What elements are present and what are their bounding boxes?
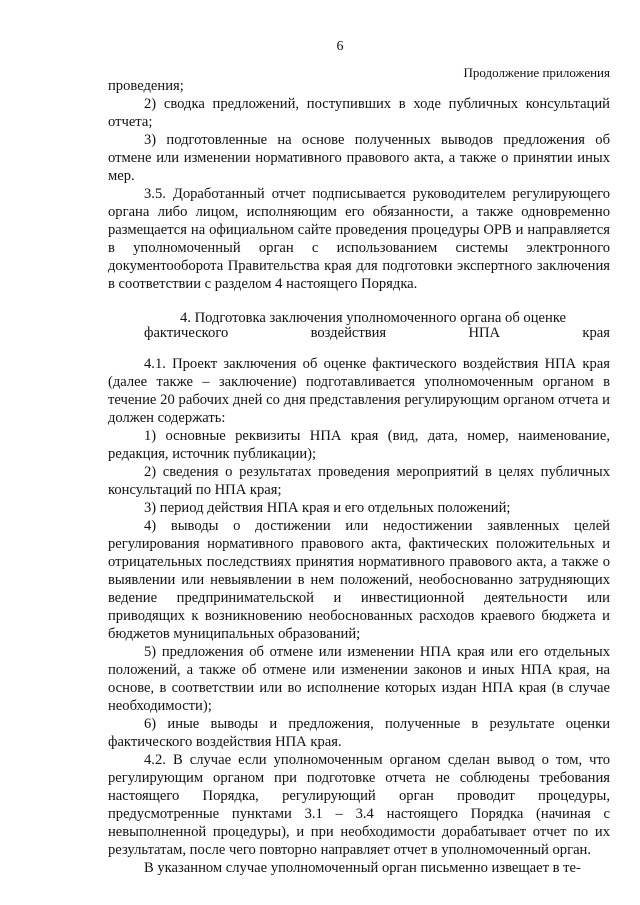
paragraph-3-5: 3.5. Доработанный отчет подписывается руководителем регулирующего органа либо лицом, исполняющим его обязанности, а также одновременно размещается на официальном сайте проведения процедуры ОРВ и направляется в уполномоченный орган с использованием системы электронного документооборота Правительства края для подготовки экспертного заключения в соответствии с разделом 4 настоящего Порядка. [108, 186, 610, 292]
continuation-label: Продолжение приложения [463, 65, 610, 80]
list-item-3: 3) период действия НПА края и его отдельных положений; [144, 500, 511, 516]
list-item-4: 4) выводы о достижении или недостижении заявленных целей регулирования нормативного правового акта, фактических положительных и отрицательных последствиях принятия нормативного правового акта, а также о выявлении или невыявлении в нем положений, необоснованно затрудняющих ведение предпринимательской и инвестиционной деятельности или приводящих к возникновению необоснованных расходов краевого бюджета и бюджетов муниципальных образований; [108, 518, 610, 642]
list-item-5: 5) предложения об отмене или изменении НПА края или его отдельных положений, а также об отмене или изменении законов и иных НПА края, на основе, в соответствии или во исполнение которых издан НПА края (в случае необходимости); [108, 644, 610, 714]
paragraph-start: проведения; [108, 78, 184, 94]
list-item-6: 6) иные выводы и предложения, полученные в результате оценки фактического воздействия НПА края. [108, 716, 610, 750]
list-item-2: 2) сведения о результатах проведения мероприятий в целях публичных консультаций по НПА края; [108, 464, 610, 498]
list-item-1: 1) основные реквизиты НПА края (вид, дата, номер, наименование, редакция, источник публикации); [108, 428, 610, 462]
paragraph-4-1: 4.1. Проект заключения об оценке фактического воздействия НПА края (далее также – заключение) подготавливается уполномоченным органом в течение 20 рабочих дней со дня представления регулирующим органом отчета и должен содержать: [108, 356, 610, 426]
section-4-title: 4. Подготовка заключения уполномоченного органа об оценке фактического воздействия НПА края [144, 310, 610, 341]
paragraph-item-2: 2) сводка предложений, поступивших в ходе публичных консультаций отчета; [108, 96, 610, 130]
page-number: 6 [336, 39, 344, 54]
document-body [108, 77, 610, 877]
paragraph-4-2: 4.2. В случае если уполномоченным органом сделан вывод о том, что регулирующим органом при подготовке отчета не соблюдены требования настоящего Порядка, регулирующий орган проводит процедуры, предусмотренные пунктами 3.1 – 3.4 настоящего Порядка (начиная с невыполненной процедуры), и при необходимости дорабатывает отчет по их результатам, после чего повторно направляет отчет в уполномоченный орган. [108, 752, 610, 858]
paragraph-item-3: 3) подготовленные на основе полученных выводов предложения об отмене или изменении нормативного правового акта, а также о принятии иных мер. [108, 132, 610, 184]
paragraph-end: В указанном случае уполномоченный орган письменно извещает в те- [144, 860, 581, 876]
